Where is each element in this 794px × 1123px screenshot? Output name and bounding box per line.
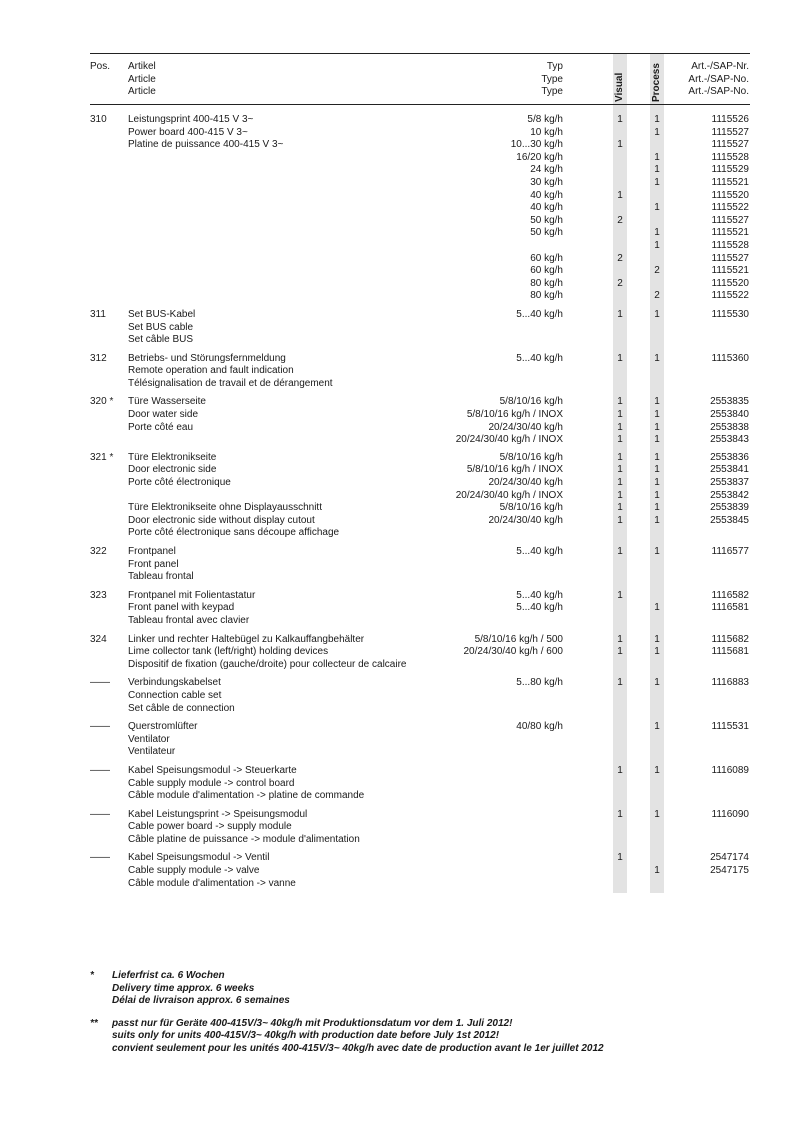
visual-qty: 1 — [617, 139, 623, 151]
article-name: Leistungsprint 400-415 V 3~ — [128, 114, 254, 125]
footnote-compatibility — [90, 1018, 750, 1056]
sap-number: 1115527 — [711, 252, 749, 264]
article-name: Door electronic side — [128, 464, 217, 476]
table-row — [0, 490, 794, 503]
table-row — [0, 527, 794, 540]
article-name: Verbindungskabelset — [128, 677, 221, 689]
table-row — [0, 365, 794, 378]
table-row — [0, 659, 794, 672]
table-row — [0, 615, 794, 628]
process-qty: 2 — [654, 290, 660, 302]
process-qty: 1 — [654, 409, 660, 421]
table-row — [0, 690, 794, 703]
sap-number: 1115527 — [711, 214, 749, 226]
parts-entry — [0, 114, 794, 303]
visual-qty: 1 — [617, 633, 623, 645]
footnote-mark: * — [90, 970, 94, 981]
header-pos: Pos. — [90, 61, 111, 72]
sap-number: 1116577 — [711, 546, 749, 557]
visual-qty: 1 — [617, 409, 623, 421]
table-row — [0, 464, 794, 477]
sap-number: 1115360 — [711, 352, 749, 364]
type-value: 30 kg/h — [530, 176, 563, 188]
sap-number: 2547174 — [710, 852, 749, 864]
position-number: —— — [90, 808, 110, 820]
type-value: 5...40 kg/h — [516, 308, 563, 320]
footnote-delivery — [90, 970, 750, 1008]
footnote-line: Lieferfrist ca. 6 Wochen — [112, 970, 225, 981]
header-number-de: Art.-/SAP-Nr. — [691, 61, 749, 72]
parts-entry — [0, 590, 794, 628]
article-name: Power board 400-415 V 3~ — [128, 126, 248, 138]
article-name: Porte côté électronique — [128, 477, 231, 489]
table-row — [0, 152, 794, 165]
type-value: 5...80 kg/h — [516, 677, 563, 689]
table-row — [0, 865, 794, 878]
table-row — [0, 322, 794, 335]
sap-number: 1116581 — [711, 602, 749, 614]
position-number: —— — [90, 721, 110, 733]
article-name: Dispositif de fixation (gauche/droite) pour collecteur de calcaire — [128, 658, 407, 670]
position-number: 311 — [90, 308, 106, 320]
type-value: 80 kg/h — [530, 277, 563, 289]
sap-number: 2553838 — [710, 421, 749, 433]
article-name: Set BUS cable — [128, 321, 194, 333]
parts-entry — [0, 852, 794, 890]
process-qty: 1 — [654, 764, 660, 776]
table-row — [0, 227, 794, 240]
process-qty: 1 — [654, 677, 660, 689]
sap-number: 1115681 — [711, 646, 749, 658]
sap-number: 1115520 — [711, 277, 749, 289]
sap-number: 1115521 — [711, 265, 749, 277]
article-name: Set câble BUS — [128, 334, 194, 346]
visual-qty: 1 — [617, 514, 623, 526]
type-value: 5/8/10/16 kg/h / 500 — [474, 633, 563, 645]
footnote-line: Délai de livraison approx. 6 semaines — [112, 995, 290, 1007]
type-value: 20/24/30/40 kg/h / 600 — [463, 646, 563, 658]
table-row — [0, 746, 794, 759]
position-number: —— — [90, 764, 110, 776]
type-value: 20/24/30/40 kg/h / INOX — [455, 489, 563, 501]
process-qty: 1 — [654, 464, 660, 476]
article-name: Kabel Speisungsmodul -> Ventil — [128, 852, 270, 864]
header-type — [541, 61, 563, 99]
article-name: Cable power board -> supply module — [128, 821, 292, 833]
visual-qty: 1 — [617, 451, 623, 463]
article-name: Platine de puissance 400-415 V 3~ — [128, 139, 284, 151]
process-qty: 1 — [654, 151, 660, 163]
sap-number: 2553837 — [710, 477, 749, 489]
visual-qty: 1 — [617, 189, 623, 201]
sap-number: 1115520 — [711, 189, 749, 201]
type-value: 60 kg/h — [530, 265, 563, 277]
process-qty: 2 — [654, 265, 660, 277]
table-row — [0, 646, 794, 659]
table-row — [0, 265, 794, 278]
process-qty: 1 — [654, 451, 660, 463]
table-row — [0, 852, 794, 865]
visual-qty: 1 — [617, 308, 623, 320]
type-value: 5/8/10/16 kg/h / INOX — [466, 409, 563, 421]
type-value: 5/8/10/16 kg/h — [499, 502, 563, 514]
parts-entry — [0, 546, 794, 584]
table-row — [0, 571, 794, 584]
visual-qty: 1 — [617, 677, 623, 689]
table-row — [0, 422, 794, 435]
table-row — [0, 278, 794, 291]
type-value: 80 kg/h — [530, 290, 563, 302]
sap-number: 1115526 — [711, 114, 749, 125]
table-row — [0, 290, 794, 303]
article-name: Türe Wasserseite — [128, 396, 206, 408]
table-row — [0, 114, 794, 127]
article-name: Türe Elektronikseite ohne Displayausschnitt — [128, 502, 322, 514]
sap-number: 1115522 — [711, 202, 749, 214]
article-name: Kabel Speisungsmodul -> Steuerkarte — [128, 764, 297, 776]
table-row — [0, 240, 794, 253]
table-row — [0, 878, 794, 891]
sap-number: 1116883 — [711, 677, 749, 689]
sap-number: 1115528 — [711, 151, 749, 163]
article-name: Lime collector tank (left/right) holding devices — [128, 646, 329, 658]
sap-number: 1116090 — [711, 808, 749, 820]
header-type-en: Type — [541, 73, 563, 85]
position-number: 324 — [90, 633, 107, 645]
article-name: Ventilator — [128, 733, 170, 745]
article-name: Remote operation and fault indication — [128, 365, 294, 377]
visual-qty: 1 — [617, 646, 623, 658]
article-name: Connection cable set — [128, 689, 222, 701]
sap-number: 1115530 — [711, 308, 749, 320]
visual-qty: 1 — [617, 589, 623, 601]
type-value: 40 kg/h — [530, 202, 563, 214]
article-name: Kabel Leistungsprint -> Speisungsmodul — [128, 808, 308, 820]
sap-number: 2553836 — [710, 451, 749, 463]
type-value: 20/24/30/40 kg/h — [488, 477, 563, 489]
table-row — [0, 334, 794, 347]
table-row — [0, 202, 794, 215]
table-row — [0, 477, 794, 490]
process-qty: 1 — [654, 514, 660, 526]
visual-qty: 1 — [617, 489, 623, 501]
process-qty: 1 — [654, 633, 660, 645]
article-name: Betriebs- und Störungsfernmeldung — [128, 352, 286, 364]
article-name: Frontpanel — [128, 546, 176, 557]
article-name: Tableau frontal — [128, 571, 194, 583]
type-value: 50 kg/h — [530, 214, 563, 226]
process-qty: 1 — [654, 352, 660, 364]
article-name: Câble module d'alimentation -> vanne — [128, 877, 296, 889]
article-name: Set BUS-Kabel — [128, 308, 196, 320]
parts-entry — [0, 309, 794, 347]
table-row — [0, 634, 794, 647]
article-name: Linker und rechter Haltebügel zu Kalkauffangbehälter — [128, 633, 365, 645]
footnote-line: Delivery time approx. 6 weeks — [112, 982, 255, 994]
type-value: 5...40 kg/h — [516, 602, 563, 614]
process-qty: 1 — [654, 477, 660, 489]
sap-number: 2553842 — [710, 489, 749, 501]
header-visual: Visual — [614, 72, 625, 102]
visual-qty: 1 — [617, 546, 623, 557]
footnotes — [90, 970, 750, 1066]
position-number: 321 * — [90, 451, 114, 463]
process-qty: 1 — [654, 164, 660, 176]
footnote-line: passt nur für Geräte 400-415V/3~ 40kg/h mit Produktionsdatum vor dem 1. Juli 2012! — [112, 1017, 513, 1029]
table-row — [0, 546, 794, 559]
header-process: Process — [651, 63, 662, 102]
article-name: Télésignalisation de travail et de dérangement — [128, 377, 333, 389]
table-row — [0, 309, 794, 322]
process-qty: 1 — [654, 114, 660, 125]
sap-number: 1115522 — [711, 290, 749, 302]
process-qty: 1 — [654, 421, 660, 433]
visual-qty: 1 — [617, 764, 623, 776]
parts-entry — [0, 721, 794, 759]
article-name: Cable supply module -> valve — [128, 865, 260, 877]
article-name: Porte côté électronique sans découpe affichage — [128, 527, 340, 539]
parts-entry — [0, 765, 794, 803]
sap-number: 1115529 — [711, 164, 749, 176]
table-row — [0, 434, 794, 447]
table-row — [0, 215, 794, 228]
table-row — [0, 409, 794, 422]
process-qty: 1 — [654, 176, 660, 188]
table-row — [0, 139, 794, 152]
visual-qty: 1 — [617, 808, 623, 820]
table-row — [0, 809, 794, 822]
header-number-en: Art.-/SAP-No. — [688, 73, 749, 85]
table-row — [0, 515, 794, 528]
footnote-mark: ** — [90, 1017, 98, 1029]
process-qty: 1 — [654, 396, 660, 408]
sap-number: 2547175 — [710, 865, 749, 877]
type-value: 40/80 kg/h — [516, 721, 563, 733]
table-row — [0, 502, 794, 515]
table-row — [0, 790, 794, 803]
table-row — [0, 765, 794, 778]
table-row — [0, 677, 794, 690]
table-row — [0, 164, 794, 177]
header-number — [688, 61, 749, 99]
sap-number: 1115682 — [711, 633, 749, 645]
process-qty: 1 — [654, 126, 660, 138]
process-qty: 1 — [654, 227, 660, 239]
article-name: Door electronic side without display cutout — [128, 514, 315, 526]
type-value: 5/8/10/16 kg/h — [499, 451, 563, 463]
article-name: Cable supply module -> control board — [128, 777, 295, 789]
visual-qty: 1 — [617, 464, 623, 476]
table-row — [0, 452, 794, 465]
article-name: Câble platine de puissance -> module d'alimentation — [128, 833, 360, 845]
table-row — [0, 177, 794, 190]
type-value: 20/24/30/40 kg/h / INOX — [455, 434, 563, 446]
table-row — [0, 353, 794, 366]
type-value: 5...40 kg/h — [516, 589, 563, 601]
table-row — [0, 590, 794, 603]
article-name: Frontpanel mit Folientastatur — [128, 589, 256, 601]
process-qty: 1 — [654, 489, 660, 501]
article-name: Door water side — [128, 409, 199, 421]
position-number: 310 — [90, 114, 107, 125]
type-value: 16/20 kg/h — [516, 151, 563, 163]
position-number: —— — [90, 852, 110, 864]
type-value: 5/8 kg/h — [527, 114, 563, 125]
process-qty: 1 — [654, 808, 660, 820]
process-qty: 1 — [654, 546, 660, 557]
parts-entry — [0, 353, 794, 391]
sap-number: 1116582 — [711, 589, 749, 601]
table-row — [0, 703, 794, 716]
article-name: Querstromlüfter — [128, 721, 198, 733]
type-value: 60 kg/h — [530, 252, 563, 264]
parts-entry — [0, 677, 794, 715]
type-value: 50 kg/h — [530, 227, 563, 239]
sap-number: 2553843 — [710, 434, 749, 446]
visual-qty: 2 — [617, 252, 623, 264]
type-value: 10...30 kg/h — [510, 139, 563, 151]
parts-entry — [0, 634, 794, 672]
header-type-de: Typ — [546, 61, 563, 72]
process-qty: 1 — [654, 239, 660, 251]
visual-qty: 1 — [617, 434, 623, 446]
table-row — [0, 602, 794, 615]
article-name: Porte côté eau — [128, 421, 194, 433]
position-number: —— — [90, 677, 110, 689]
parts-entry — [0, 809, 794, 847]
table-row — [0, 821, 794, 834]
footnote-line: convient seulement pour les unités 400-415V/3~ 40kg/h avec date de production avant le 1er juillet 2012 — [112, 1042, 604, 1054]
header-article-en: Article — [128, 73, 156, 85]
sap-number: 1115528 — [711, 239, 749, 251]
article-name: Câble module d'alimentation -> platine de commande — [128, 790, 365, 802]
header-article-de: Artikel — [128, 61, 156, 72]
type-value: 10 kg/h — [530, 126, 563, 138]
visual-qty: 2 — [617, 277, 623, 289]
position-number: 312 — [90, 352, 107, 364]
table-row — [0, 190, 794, 203]
type-value: 5/8/10/16 kg/h / INOX — [466, 464, 563, 476]
article-name: Front panel — [128, 558, 179, 570]
sap-number: 1116089 — [711, 764, 749, 776]
parts-table-body — [0, 114, 794, 890]
sap-number: 2553841 — [710, 464, 749, 476]
process-qty: 1 — [654, 865, 660, 877]
type-value: 20/24/30/40 kg/h — [488, 514, 563, 526]
sap-number: 1115521 — [711, 227, 749, 239]
header-article — [128, 61, 156, 99]
process-qty: 1 — [654, 721, 660, 733]
process-qty: 1 — [654, 646, 660, 658]
table-row — [0, 778, 794, 791]
table-row — [0, 253, 794, 266]
position-number: 322 — [90, 546, 107, 557]
table-row — [0, 559, 794, 572]
process-qty: 1 — [654, 308, 660, 320]
table-row — [0, 721, 794, 734]
sap-number: 2553845 — [710, 514, 749, 526]
visual-qty: 2 — [617, 214, 623, 226]
process-qty: 1 — [654, 202, 660, 214]
visual-qty: 1 — [617, 352, 623, 364]
table-row — [0, 127, 794, 140]
sap-number: 1115531 — [711, 721, 749, 733]
sap-number: 1115527 — [711, 126, 749, 138]
process-qty: 1 — [654, 602, 660, 614]
article-name: Set câble de connection — [128, 702, 235, 714]
sap-number: 2553839 — [710, 502, 749, 514]
visual-qty: 1 — [617, 852, 623, 864]
footnote-line: suits only for units 400-415V/3~ 40kg/h with production date before July 1st 2012! — [112, 1030, 500, 1042]
article-name: Front panel with keypad — [128, 602, 235, 614]
header-number-fr: Art.-/SAP-No. — [688, 86, 749, 97]
visual-qty: 1 — [617, 421, 623, 433]
sap-number: 1115527 — [711, 139, 749, 151]
type-value: 5...40 kg/h — [516, 352, 563, 364]
process-qty: 1 — [654, 434, 660, 446]
article-name: Ventilateur — [128, 746, 176, 758]
parts-entry — [0, 452, 794, 540]
header-article-fr: Article — [128, 86, 156, 97]
type-value: 5/8/10/16 kg/h — [499, 396, 563, 408]
table-row — [0, 734, 794, 747]
table-row — [0, 834, 794, 847]
parts-entry — [0, 396, 794, 446]
sap-number: 1115521 — [711, 176, 749, 188]
table-row — [0, 396, 794, 409]
sap-number: 2553840 — [710, 409, 749, 421]
visual-qty: 1 — [617, 114, 623, 125]
position-number: 320 * — [90, 396, 114, 408]
sap-number: 2553835 — [710, 396, 749, 408]
type-value: 20/24/30/40 kg/h — [488, 421, 563, 433]
position-number: 323 — [90, 589, 107, 601]
type-value: 24 kg/h — [530, 164, 563, 176]
article-name: Tableau frontal avec clavier — [128, 614, 250, 626]
visual-qty: 1 — [617, 396, 623, 408]
table-row — [0, 378, 794, 391]
process-qty: 1 — [654, 502, 660, 514]
visual-qty: 1 — [617, 477, 623, 489]
type-value: 5...40 kg/h — [516, 546, 563, 557]
header-rule — [90, 104, 750, 105]
visual-qty: 1 — [617, 502, 623, 514]
type-value: 40 kg/h — [530, 189, 563, 201]
article-name: Türe Elektronikseite — [128, 451, 217, 463]
header-type-fr: Type — [541, 86, 563, 97]
